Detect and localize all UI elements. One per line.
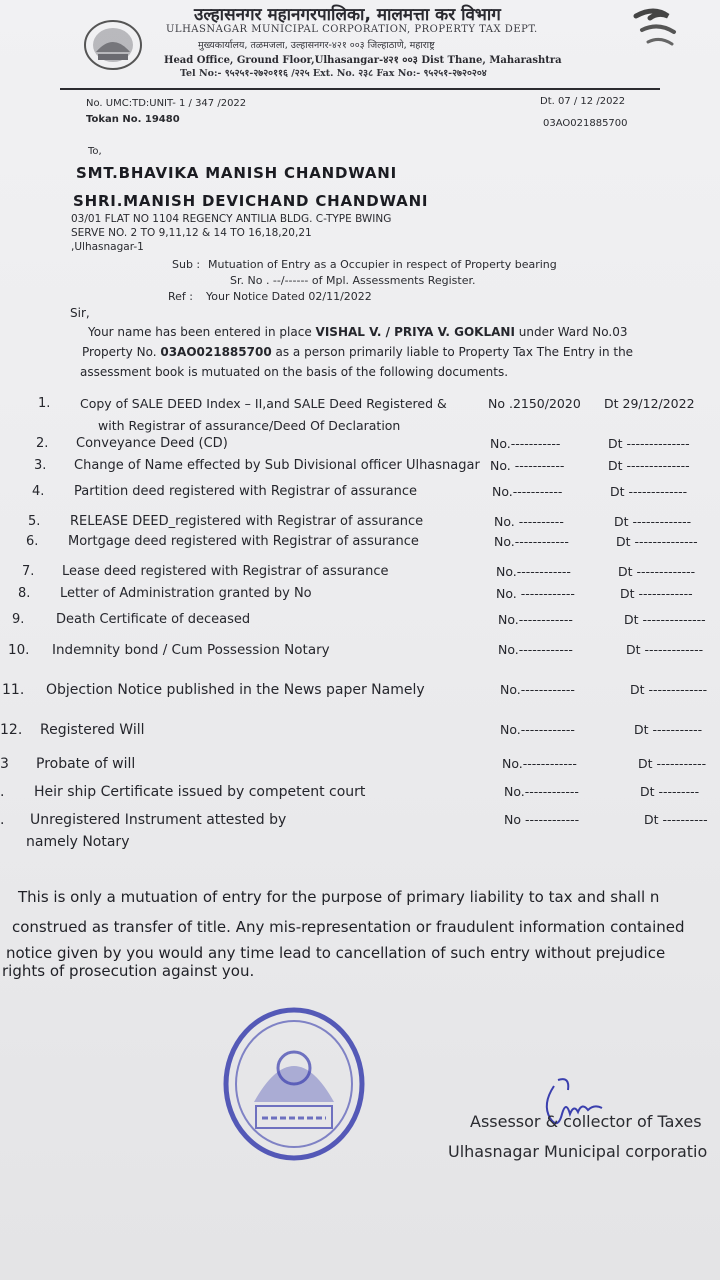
document-item-number: 6. [26,534,39,549]
reference-number: No. UMC:TD:UNIT- 1 / 347 /2022 [86,98,247,109]
document-item-number-field: No. ---------- [494,514,564,529]
body-property-number: 03AO021885700 [160,345,272,359]
document-item-number: . [0,784,5,800]
document-item-text: Letter of Administration granted by No [60,586,312,601]
document-item-number-field: No.----------- [492,484,563,499]
signatory-organization: Ulhasnagar Municipal corporatio [448,1142,708,1161]
document-item-date-field: Dt ------------ [620,586,693,601]
tokan-number: Tokan No. 19480 [86,114,180,125]
document-item-number: 5. [28,514,41,529]
header-head-office: Head Office, Ground Floor,Ulhasangar-४२१ ००३ Dist Thane, Maharashtra [164,55,562,66]
document-item-number-field: No.------------ [494,534,569,549]
document-item-text: RELEASE DEED_registered with Registrar of assurance [70,514,424,529]
document-item-date-field: Dt ------------- [630,682,708,697]
document-item-text: Heir ship Certificate issued by competent court [34,784,366,800]
official-seal-stamp [222,1006,366,1162]
body-line-2-c: as a person primarily liable to Property Tax The Entry in the [275,345,634,359]
document-item-number: 8. [18,586,31,601]
document-item-text: Conveyance Deed (CD) [76,436,228,451]
document-item-number-field: No.------------ [496,564,571,579]
document-item-number: 3 [0,756,9,772]
document-item-text: Death Certificate of deceased [56,612,251,627]
subject-label: Sub : [172,258,201,271]
document-item-number-field: No. ------------ [496,586,575,601]
document-item-number-field: No.------------ [502,756,577,771]
document-item-text-continued: namely Notary [26,834,130,850]
footer-line-2: construed as transfer of title. Any mis-representation or fraudulent information contained [12,918,685,936]
body-line-2-a: Property No. [82,345,157,359]
body-line-1-a: Your name has been entered in place [88,325,312,339]
document-item-date-field: Dt ------------- [618,564,696,579]
document-item-date-field: Dt --------- [640,784,700,799]
document-item-number-field: No.------------ [498,642,573,657]
document-item-text: Change of Name effected by Sub Divisional officer Ulhasnagar [74,458,480,473]
document-item-number-field: No .2150/2020 [488,396,581,411]
document-item-date-field: Dt ----------- [638,756,707,771]
footer-line-3: notice given by you would any time lead to cancellation of such entry without prejudice [6,944,666,962]
header-hindi-address: मुख्यकार्यालय, तळमजला, उल्हासनगर-४२१ ००३ जिल्हाठाणे, महाराष्ट्र [198,40,435,51]
document-item-number: 2. [36,436,49,451]
reference-text: Your Notice Dated 02/11/2022 [206,290,372,303]
document-item-text: Unregistered Instrument attested by [30,812,287,828]
document-item-date-field: Dt -------------- [608,436,690,451]
document-item-date-field: Dt ------------- [610,484,688,499]
swirl-logo-icon [628,6,680,50]
salutation: Sir, [70,306,90,320]
body-line-1 [88,325,628,339]
recipient-address-line-3: ,Ulhasnagar-1 [71,241,144,253]
document-item-text: Probate of will [36,756,136,772]
document-item-number-field: No.------------ [498,612,573,627]
document-item-text: Registered Will [40,722,145,738]
document-item-number: 7. [22,564,35,579]
header-divider [60,88,660,90]
subject-text: Mutuation of Entry as a Occupier in respect of Property bearing [208,258,557,271]
document-item-number: 11. [2,682,25,698]
notice-date: Dt. 07 / 12 /2022 [540,96,626,107]
document-item-text: Lease deed registered with Registrar of assurance [62,564,389,579]
document-item-date-field: Dt 29/12/2022 [604,396,695,411]
footer-line-1: This is only a mutuation of entry for the purpose of primary liability to tax and shall n [18,888,660,906]
document-item-number: 9. [12,612,25,627]
document-item-text: Copy of SALE DEED Index – II,and SALE Deed Registered & [80,396,447,411]
document-item-number-field: No ------------ [504,812,580,827]
document-item-number-field: No. ----------- [490,458,565,473]
document-item-date-field: Dt -------------- [616,534,698,549]
subject-sr-line: Sr. No . --/------ of Mpl. Assessments Register. [230,274,476,287]
to-label: To, [88,146,102,157]
footer-line-4: rights of prosecution against you. [2,962,255,980]
document-item-text-continued: with Registrar of assurance/Deed Of Declaration [98,418,401,433]
document-item-number: 4. [32,484,45,499]
previous-owner-names: VISHAL V. / PRIYA V. GOKLANI [315,325,515,339]
body-line-2 [82,345,633,359]
recipient-name-1: SMT.BHAVIKA MANISH CHANDWANI [76,164,398,182]
recipient-address-line-2: SERVE NO. 2 TO 9,11,12 & 14 TO 16,18,20,21 [71,227,312,239]
document-item-date-field: Dt -------------- [608,458,690,473]
document-item-number: . [0,812,5,828]
recipient-address-line-1: 03/01 FLAT NO 1104 REGENCY ANTILIA BLDG. C-TYPE BWING [71,213,392,225]
document-item-number-field: No.------------ [504,784,579,799]
document-item-text: Mortgage deed registered with Registrar of assurance [68,534,419,549]
document-item-date-field: Dt -------------- [624,612,706,627]
document-item-date-field: Dt ---------- [644,812,708,827]
document-item-text: Partition deed registered with Registrar of assurance [74,484,417,499]
header-hindi-title: उल्हासनगर महानगरपालिका, मालमत्ता कर विभाग [194,5,501,25]
body-line-1-c: under Ward No.03 [518,325,628,339]
document-item-number: 10. [8,642,30,658]
recipient-name-2: SHRI.MANISH DEVICHAND CHANDWANI [73,192,429,210]
document-item-number: 3. [34,458,47,473]
signatory-title: Assessor & collector of Taxes [470,1112,702,1131]
header-tel-line: Tel No:- ९५२५१-२७२०११६ /२२५ Ext. No. २३८ Fax No:- ९५२५१-२७२०२०४ [180,68,487,79]
document-item-number-field: No.------------ [500,682,575,697]
document-item-text: Objection Notice published in the News paper Namely [46,682,425,698]
document-item-number: 12. [0,722,23,738]
corporation-emblem-icon [82,18,144,72]
header-english-title: ULHASNAGAR MUNICIPAL CORPORATION, PROPERTY TAX DEPT. [166,24,538,35]
document-item-date-field: Dt ----------- [634,722,703,737]
property-code: 03AO021885700 [543,118,628,129]
document-item-text: Indemnity bond / Cum Possession Notary [52,642,330,658]
document-item-date-field: Dt ------------- [626,642,704,657]
document-item-date-field: Dt ------------- [614,514,692,529]
reference-label: Ref : [168,290,193,303]
document-item-number-field: No.----------- [490,436,561,451]
document-item-number: 1. [38,396,51,411]
body-line-3: assessment book is mutuated on the basis of the following documents. [80,365,509,379]
document-item-number-field: No.------------ [500,722,575,737]
